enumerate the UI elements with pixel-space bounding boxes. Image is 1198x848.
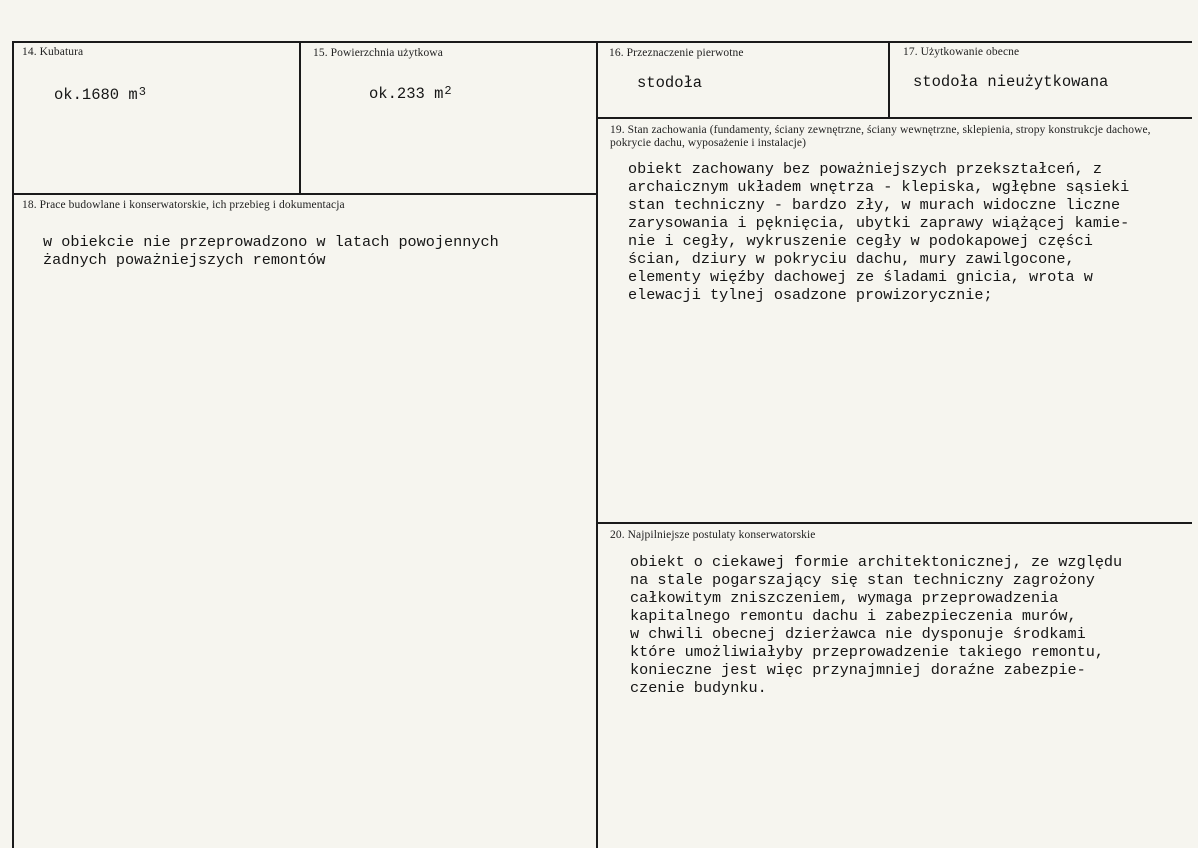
- przeznaczenie-label: 16. Przeznaczenie pierwotne: [609, 47, 744, 59]
- rule-under-14-15: [12, 193, 597, 195]
- postulaty-label: 20. Najpilniejsze postulaty konserwatorskie: [610, 529, 816, 541]
- stan-line: stan techniczny - bardzo zły, w murach widoczne liczne: [628, 196, 1121, 214]
- stan-label: 19. Stan zachowania (fundamenty, ściany zewnętrzne, ściany wewnętrzne, sklepienia, stropy konstrukcje dachowe, pokrycie dachu, wyposażenie i instalacje): [610, 124, 1151, 149]
- stan-line: elewacji tylnej osadzone prowizorycznie;: [628, 286, 993, 304]
- stan-line: obiekt zachowany bez poważniejszych przekształceń, z: [628, 160, 1102, 178]
- kubatura-value: [54, 86, 146, 104]
- kubatura-exponent: 3: [138, 85, 146, 99]
- powierzchnia-value: [369, 85, 452, 103]
- powierzchnia-label: 15. Powierzchnia użytkowa: [313, 47, 443, 59]
- divider-14-15: [299, 41, 301, 194]
- stan-line: archaicznym układem wnętrza - klepiska, wgłębne sąsieki: [628, 178, 1130, 196]
- uzytkowanie-label: 17. Użytkowanie obecne: [903, 46, 1020, 58]
- postulaty-line: które umożliwiałyby przeprowadzenie takiego remontu,: [630, 643, 1104, 661]
- postulaty-line: kapitalnego remontu dachu i zabezpieczenia murów,: [630, 607, 1077, 625]
- kubatura-number: ok.1680 m: [54, 86, 138, 104]
- prace-text: [43, 233, 499, 269]
- stan-line: zarysowania i pęknięcia, ubytki zaprawy wiążącej kamie-: [628, 214, 1130, 232]
- postulaty-line: na stale pogarszający się stan techniczny zagrożony: [630, 571, 1095, 589]
- center-divider: [596, 41, 598, 848]
- stan-line: elementy więźby dachowej ze śladami gnicia, wrota w: [628, 268, 1093, 286]
- rule-under-16-17: [598, 117, 1192, 119]
- postulaty-text: [630, 553, 1122, 697]
- uzytkowanie-value: stodoła nieużytkowana: [913, 73, 1109, 91]
- postulaty-line: obiekt o ciekawej formie architektonicznej, ze względu: [630, 553, 1123, 571]
- postulaty-line: czenie budynku.: [630, 679, 767, 697]
- powierzchnia-exponent: 2: [444, 84, 452, 98]
- powierzchnia-number: ok.233 m: [369, 85, 444, 103]
- prace-line: w obiekcie nie przeprowadzono w latach powojennych: [43, 233, 499, 251]
- prace-label: 18. Prace budowlane i konserwatorskie, ich przebieg i dokumentacja: [22, 199, 345, 211]
- przeznaczenie-value: stodoła: [637, 74, 703, 92]
- stan-line: nie i cegły, wykruszenie cegły w podokapowej części: [628, 232, 1093, 250]
- left-border: [12, 41, 14, 848]
- divider-16-17: [888, 41, 890, 117]
- stan-text: [628, 160, 1129, 304]
- postulaty-line: w chwili obecnej dzierżawca nie dysponuje środkami: [630, 625, 1086, 643]
- postulaty-line: całkowitym zniszczeniem, wymaga przeprowadzenia: [630, 589, 1059, 607]
- prace-line: żadnych poważniejszych remontów: [43, 251, 326, 269]
- postulaty-line: konieczne jest więc przynajmniej doraźne zabezpie-: [630, 661, 1086, 679]
- top-border: [12, 41, 1192, 43]
- kubatura-label: 14. Kubatura: [22, 46, 84, 58]
- stan-line: ścian, dziury w pokryciu dachu, mury zawilgocone,: [628, 250, 1075, 268]
- rule-above-20: [598, 522, 1192, 524]
